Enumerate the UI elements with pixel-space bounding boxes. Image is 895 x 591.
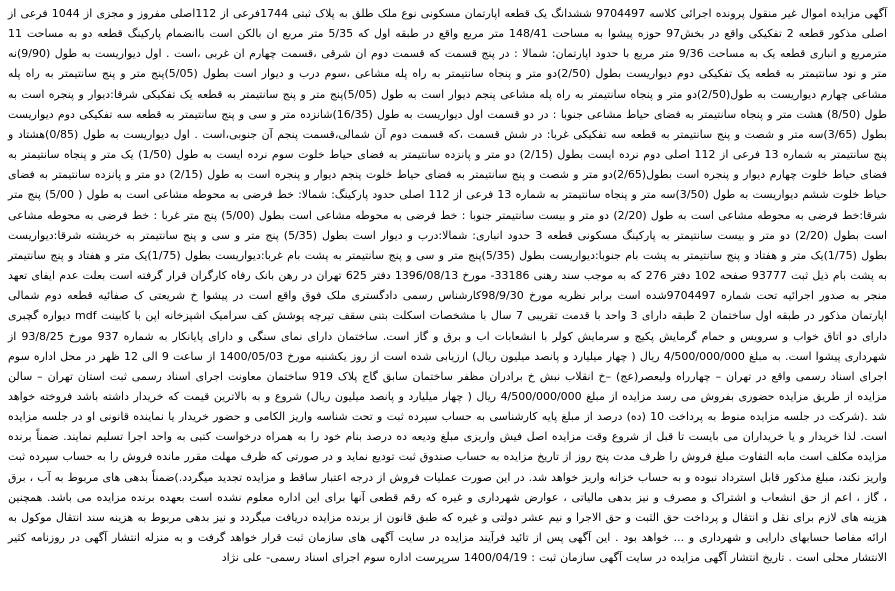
auction-notice-text: آگهی مزایده اموال غیر منقول پرونده اجرائی کلاسه 9704497 ششدانگ یک قطعه اپارتمان مسکونی نوع ملک طلق به پلاک ثبتی 1744فرعی از 112اصلی مفروز و مجزی از 1044 فرعی از اصلی مذکور قطعه 2 تفکیکی واقع در بخش97 حوزه پیشوا به مساحت 148/41 متر مربع واقع در طبقه اول که 5/35 متر مربع ان بالکن است باانضمام پارکینگ قطعه دو به مساحت 11 مترمربع و انباری قطعه یک به مساحت 9/36 متر مربع با حدود اپارتمان: شمالا : در پنج قسمت که قسمت دوم ان شرقی ،قسمت چهارم ان غربی ،است . اول دیواریست به طول (9/90)نه متر و نود سانتیمتر به قطعه یک تفکیکی دوم دیواریست بطول (2/50)دو متر و پنجاه سانتیمتر به راه پله مشاعی ،سوم درب و دیوار است بطول (5/05)پنج متر و پنج سانتیمتر به راه پله مشاعی چهارم دیواریست به طول(2/50)دو متر و پنجاه سانتیمتر به راه پله مشاعی پنجم دیوار است به طول (5/05)پنج متر و پنج سانتیمتر به قطعه یک تفکیکی شرقا:دیوار و پنجره است به طول (8/50) هشت متر و پنجاه سانتیمتر به فضای حیاط مشاعی جنوبا : در دو قسمت اول دیواریست به طول (16/35)شانزده متر و سی و پنج سانتیمتر به قطعه سه تفکیکی دوم دیواریست بطول (3/65)سه متر و شصت و پنج سانتیمتر به قطعه سه تفکیکی غربا: در شش قسمت ،که قسمت دوم آن شمالی،قسمت پنجم آن جنوبی،است . اول دیواریست به طول (0/85)هشتاد و پنج سانتیمتر به شماره 13 فرعی از 112 اصلی دوم نرده ایست بطول (2/15) دو متر و پانزده سانتیمتر به فضای حیاط خلوت سوم نرده ایست به طول (1/50) یک متر و پنجاه سانتیمتر به فضای حیاط خلوت چهارم دیوار و پنجره است بطول(2/65)دو متر و شصت و پنج سانتیمتر به فضای حیاط خلوت پنجم دیوار و پنجره است به طول (2/15) دو متر و پانزده سانتیمتر به فضای حیاط خلوت ششم دیواریست به طول (3/50)سه متر و پنجاه سانتیمتر به شماره 13 فرعی از 112 اصلی حدود پارکینگ: شمالا: خط فرضی به محوطه مشاعی است به طول ( 5/00) پنج متر شرقا:خط فرضی به محوطه مشاعی است به طول (2/20) دو متر و بیست سانتیمتر جنوبا : خط فرضی به محوطه مشاعی است بطول (5/00) پنج متر غربا : خط فرضی به محوطه مشاعی است بطول (2/20) دو متر و بیست سانتیمتر به پارکینگ مسکونی قطعه 3 حدود انباری: شمالا:درب و دیوار است بطول (5/35) پنج متر و سی و پنج سانتیمتر به خریشته شرقا:دیواریست بطول (1/75)یک متر و هفتاد و پنج سانتیمتر به پشت بام جنوبا:دیواریست بطول (5/35)پنج متر و سی و پنج سانتیمتر به پشت بام غربا:دیواریست بطول (1/75)یک متر و هفتاد و پنج سانتیمتر به پشت بام ذیل ثبت 93777 صفحه 102 دفتر 276 که به موجب سند رهنی 33186- مورخ 1396/08/13 دفتر 625 تهران در رهن بانک رفاه کارگران قرار گرفته است بعلت عدم ایفای تعهد منجر به صدور اجرائیه تحت شماره 9704497شده است برابر نظریه مورخ 98/9/30کارشناس رسمی دادگستری ملک فوق واقع است در پیشوا خ شریعتی ک صفائیه قطعه دوم شمالی اپارتمان مذکور در طبقه اول ساختمان 2 طبقه دارای 3 واحد با قدمت تقریبی 7 سال با مشخصات اسکلت بتنی سقف تیرچه پوشش کف سرامیک اشپزخانه اپن با کابینت mdf دیواره گچبری دارای دو اتاق خواب و سرویس و حمام گرمایش پکیج و سرمایش کولر با انشعابات اب و برق و گاز است. ساختمان دارای نمای سنگی و دارای پایانکار به شماره 937 مورخ 93/8/25 از شهرداری پیشوا است. به مبلغ 4/500/000/000 ریال ( چهار میلیارد و پانصد میلیون ریال) ارزیابی شده است از روز یکشنبه مورخ 1400/05/03 از ساعت 9 الی 12 ظهر در محل اداره سوم اجرای اسناد رسمی واقع در تهران – چهارراه ولیعصر(عج) –خ انقلاب نبش خ برادران مظفر ساختمان سابق گاج پلاک 919 ساختمان معاونت اجرای اسناد رسمی ثبت استان تهران – سالن مزایده از طریق مزایده حضوری بفروش می رسد مزایده از مبلغ 4/500/000/000 ریال ( چهار میلیارد و پانصد میلیون ریال) شروع و به بالاترین قیمت که خریدار داشته باشد فروخته خواهد شد .(شرکت در جلسه مزایده منوط به پرداخت 10 (ده) درصد از مبلغ پایه کارشناسی به حساب سپرده ثبت و تحت شناسه واریز الکامی و حضور خریدار یا نماینده قانونی او در جلسه مزایده است. لذا خریدار و یا خریداران می بایست تا قبل از شروع وقت مزایده اصل فیش واریزی مبلغ ودیعه ده درصد بنام خود را به همراه درخواست کتبی به واحد اجرا تسلیم نمایند. ضمناً برنده مزایده مکلف است مابه التفاوت مبلغ فروش را ظرف مدت پنج روز از تاریخ مزایده به حساب صندوق ثبت تودیع نماید و در صورتی که ظرف مهلت مقرر مانده فروش را به حساب سپرده ثبت واریز نکند، مبلغ مذکور قابل استرداد نبوده و به حساب خزانه واریز خواهد شد. در این صورت عملیات فروش از درجه اعتبار ساقط و مزایده تجدید میگردد.)ضمناً بدهی های مربوط به آب ، برق ، گاز ، اعم از حق انشعاب و اشتراک و مصرف و نیز بدهی مالیاتی ، عوارض شهرداری و غیره که رقم قطعی آنها برای این اداره معلوم نشده است بعهده برنده مزایده می باشد. همچنین هزینه های لازم برای نقل و انتقال و پرداخت حق الثبت و حق الاجرا و نیم عشر دولتی و غیره که طبق قانون از برنده مزایده دریافت میگردد و نیز بدهی مربوط به هزینه سند انتقال موکول به ارائه مفاصا حسابهای دارایی و شهرداری و ... خواهد بود . این آگهی پس از تائید فرآیند مزایده در سایت آگهی های سازمان ثبت قرار خواهد گرفت و به منزله انتشار آگهی در روزنامه کثیر الانتشار محلی است . تاریخ انتشار آگهی مزایده در سایت آگهی سازمان ثبت : 1400/04/19 سرپرست اداره سوم اجرای اسناد رسمی- علی نژاد	[8, 7, 888, 565]
